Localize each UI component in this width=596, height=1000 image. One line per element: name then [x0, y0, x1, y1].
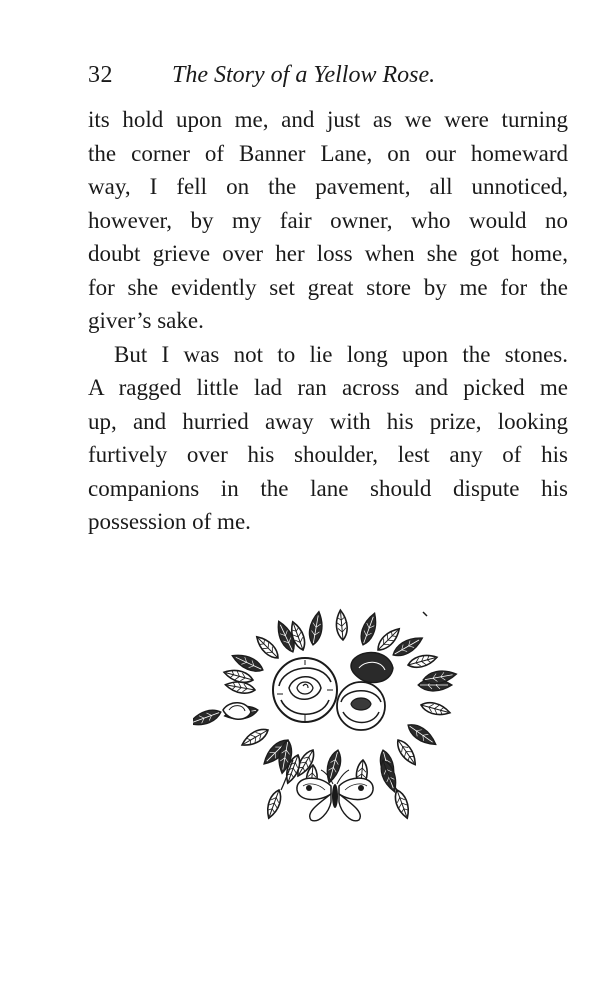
body-text	[88, 103, 568, 539]
text-line: the corner of Banner Lane, on our homeward	[88, 140, 568, 166]
running-title: The Story of a Yellow Rose.	[172, 62, 436, 88]
text-line: doubt grieve over her loss when she got home,	[88, 241, 568, 266]
text-line: A ragged little lad ran across and picked me	[88, 375, 568, 400]
text-line: its hold upon me, and just as we were turning	[88, 107, 568, 132]
text-line: But I was not to lie long upon the stones.	[114, 341, 568, 367]
text-line: however, by my fair owner, who would no	[88, 207, 568, 233]
paragraph-1	[88, 103, 568, 338]
text-line: possession of me.	[88, 509, 251, 534]
text-line: giver’s sake.	[88, 308, 204, 333]
text-line: companions in the lane should dispute his	[88, 475, 568, 501]
paragraph-2	[88, 338, 568, 539]
text-line: furtively over his shoulder, lest any of his	[88, 442, 568, 467]
text-line: for she evidently set great store by me for the	[88, 274, 568, 300]
running-head	[88, 62, 498, 92]
text-line: up, and hurried away with his prize, looking	[88, 408, 568, 434]
page-number: 32	[88, 62, 113, 88]
text-line: way, I fell on the pavement, all unnoticed,	[88, 174, 568, 199]
rose-bouquet-ornament-icon	[193, 590, 473, 822]
